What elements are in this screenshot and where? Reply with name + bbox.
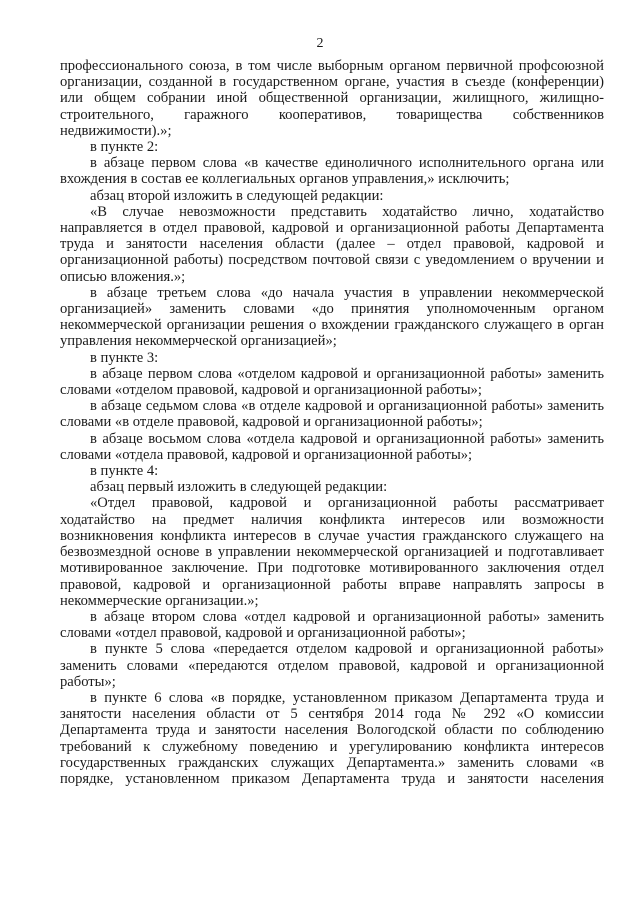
- paragraph: в абзаце восьмом слова «отдела кадровой и организационной работы» заменить словами «отдела правовой, кадровой и организационной работы»;: [60, 430, 604, 463]
- paragraph: в пункте 4:: [90, 463, 159, 480]
- paragraph: в пункте 6 слова «в порядке, установленном приказом Департамента труда и занятости населения области от 5 сентября 2014 года № 292 «О комиссии Департамента труда и занятости населения Вологодской области по соблюдению требований к служебному поведению и урегулированию конфликта интересов государственных гражданских служащих Департамента.» заменить словами «в порядке, установленном приказом Департамента труда и занятости населения: [60, 689, 604, 787]
- paragraph: профессионального союза, в том числе выборным органом первичной профсоюзной организации, созданной в государственном органе, участия в съезде (конференции) или общем собрании иной общественной организации, жилищного, жилищно-строительного, гаражного кооперативов, товарищества собственников недвижимости).»;: [60, 58, 604, 139]
- paragraph: абзац первый изложить в следующей редакции:: [90, 479, 388, 496]
- paragraph: в абзаце первом слова «отделом кадровой и организационной работы» заменить словами «отделом правовой, кадровой и организационной работы»;: [60, 365, 604, 399]
- paragraph: в пункте 2:: [90, 139, 159, 156]
- paragraph: в абзаце первом слова «в качестве единоличного исполнительного органа или вхождения в состав ее коллегиальных органов управления,» исключить;: [60, 155, 604, 188]
- document-body: [60, 58, 604, 787]
- paragraph: в абзаце втором слова «отдел кадровой и организационной работы» заменить словами «отдел правовой, кадровой и организационной работы»;: [60, 608, 604, 642]
- paragraph: в абзаце третьем слова «до начала участия в управлении некоммерческой организацией» заменить словами «до принятия уполномоченным органом некоммерческой организации решения о вхождении гражданского служащего в орган управления некоммерческой организацией»;: [60, 284, 604, 350]
- paragraph: в пункте 3:: [90, 349, 159, 366]
- page-number: 2: [316, 36, 324, 51]
- paragraph: «В случае невозможности представить ходатайство лично, ходатайство направляется в отдел правовой, кадровой и организационной работы Департамента труда и занятости населения области (далее – отдел правовой, кадровой и организационной работы) посредством почтовой связи с уведомлением о вручении и описью вложения.»;: [60, 203, 604, 285]
- paragraph: абзац второй изложить в следующей редакции:: [90, 187, 384, 204]
- paragraph: в абзаце седьмом слова «в отделе кадровой и организационной работы» заменить словами «в отделе правовой, кадровой и организационной работы»;: [60, 398, 604, 431]
- paragraph: в пункте 5 слова «передается отделом кадровой и организационной работы» заменить словами «передаются отделом правовой, кадровой и организационной работы»;: [60, 641, 604, 690]
- paragraph: «Отдел правовой, кадровой и организационной работы рассматривает ходатайство на предмет наличия конфликта интересов или возможности возникновения конфликта интересов в случае участия гражданского служащего на безвозмездной основе в управлении некоммерческой организацией и подготавливает мотивированное заключение. При подготовке мотивированного заключения отдел правовой, кадровой и организационной работы вправе направлять запросы в некоммерческие организации.»;: [60, 495, 604, 609]
